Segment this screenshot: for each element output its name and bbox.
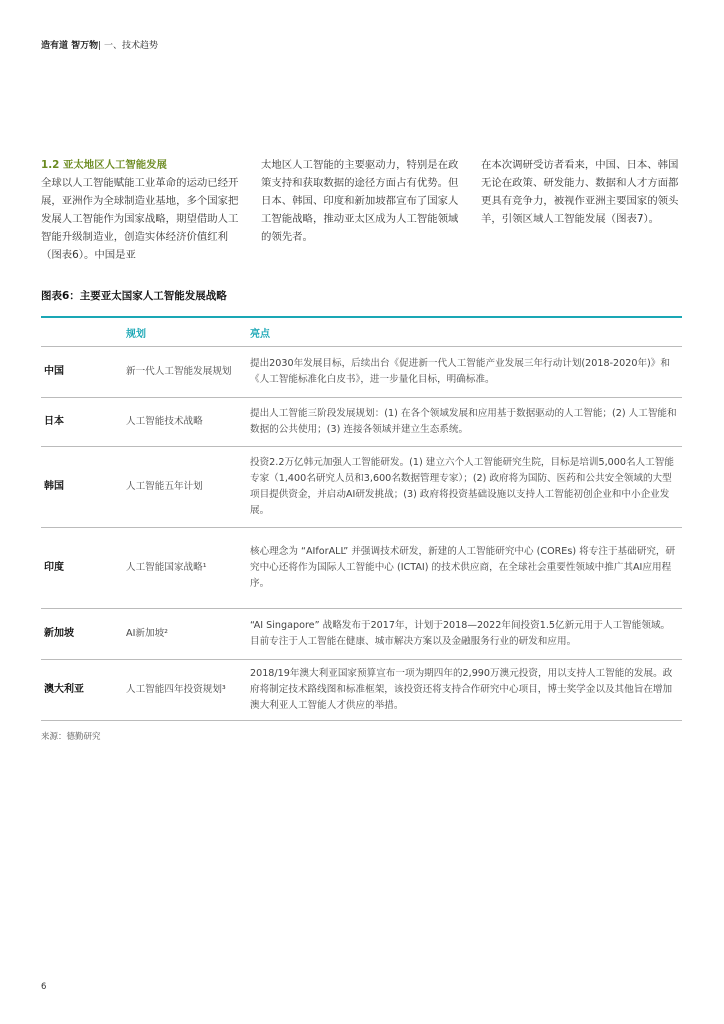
plan-cell: 人工智能技术战略 <box>126 416 203 427</box>
page-number: 6 <box>41 982 47 992</box>
highlight-cell: 核心理念为 “AIforALL” 并强调技术研发，新建的人工智能研究中心 (COREs) 将专注于基础研究，研究中心还将作为国际人工智能中心 (ICTAI) 的技术供应商，在全球社会重要性领域中推广其AI应用程序。 <box>250 546 676 589</box>
country-cell: 韩国 <box>44 481 64 492</box>
plan-cell: 人工智能五年计划 <box>126 481 203 492</box>
table-row <box>41 609 682 660</box>
highlight-cell: 2018/19年澳大利亚国家预算宣布一项为期四年的2,990万澳元投资，用以支持人工智能的发展。政府将制定技术路线图和标准框架，该投资还将支持合作研究中心项目，博士奖学金以及其他旨在增加澳大利亚人工智能人才供应的举措。 <box>250 668 673 711</box>
country-cell: 澳大利亚 <box>44 684 84 695</box>
source-note: 来源：德勤研究 <box>41 732 101 742</box>
intro-text-2: 太地区人工智能的主要驱动力，特别是在政策支持和获取数据的途径方面占有优势。但日本、韩国、印度和新加坡都宣布了国家人工智能战略，推动亚太区成为人工智能领域的领先者。 <box>261 159 459 243</box>
country-cell: 中国 <box>44 366 64 377</box>
section-heading: 1.2 亚太地区人工智能发展 <box>41 159 167 171</box>
table-header <box>41 318 682 347</box>
header-section: | 一、技术趋势 <box>98 41 159 51</box>
strategy-table <box>41 316 682 721</box>
country-cell: 新加坡 <box>44 628 74 639</box>
highlight-cell: 投资2.2万亿韩元加强人工智能研发。(1) 建立六个人工智能研究生院，目标是培训5,000名人工智能专家（1,400名研究人员和3,600名数据管理专家）；(2) 政府将为国防、医药和公共安全领域的大型项目提供资金，并启动AI研发挑战；(3) 政府将投资基础设施以支持人工智能初创企业和中小企业发展。 <box>250 457 674 516</box>
intro-text-1: 全球以人工智能赋能工业革命的运动已经开展，亚洲作为全球制造业基地，多个国家把发展人工智能作为国家战略，期望借助人工智能升级制造业，创造实体经济价值红利（图表6）。中国是亚 <box>41 177 239 261</box>
header-brand: 造有道 智万物 <box>41 41 99 51</box>
intro-column-2 <box>261 156 461 246</box>
highlight-cell: 提出人工智能三阶段发展规划：(1) 在各个领域发展和应用基于数据驱动的人工智能；(2) 人工智能和数据的公共使用；(3) 连接各领域并建立生态系统。 <box>250 408 677 435</box>
country-cell: 印度 <box>44 562 64 573</box>
plan-cell: 人工智能国家战略¹ <box>126 562 207 573</box>
highlight-cell: 提出2030年发展目标，后续出台《促进新一代人工智能产业发展三年行动计划(2018-2020年)》和《人工智能标准化白皮书》，进一步量化目标，明确标准。 <box>250 358 670 385</box>
plan-cell: AI新加坡² <box>126 628 169 639</box>
plan-cell: 新一代人工智能发展规划 <box>126 366 232 377</box>
intro-column-1 <box>41 156 241 264</box>
header-highlight: 亮点 <box>250 328 270 340</box>
table-row <box>41 528 682 609</box>
country-cell: 日本 <box>44 416 64 427</box>
table-row <box>41 660 682 721</box>
highlight-cell: “AI Singapore” 战略发布于2017年，计划于2018—2022年间投资1.5亿新元用于人工智能领域。目前专注于人工智能在健康、城市解决方案以及金融服务行业的研发和应用。 <box>250 620 671 647</box>
table-row <box>41 347 682 398</box>
intro-column-3 <box>481 156 681 228</box>
plan-cell: 人工智能四年投资规划³ <box>126 684 226 695</box>
intro-text-3: 在本次调研受访者看来，中国、日本、韩国无论在政策、研发能力、数据和人才方面都更具有竞争力，被视作亚洲主要国家的领头羊，引领区域人工智能发展（图表7）。 <box>481 159 679 225</box>
figure-title: 图表6：主要亚太国家人工智能发展战略 <box>41 290 227 302</box>
table-row <box>41 447 682 528</box>
header-plan: 规划 <box>126 328 146 340</box>
table-row <box>41 398 682 447</box>
running-header <box>41 38 158 51</box>
